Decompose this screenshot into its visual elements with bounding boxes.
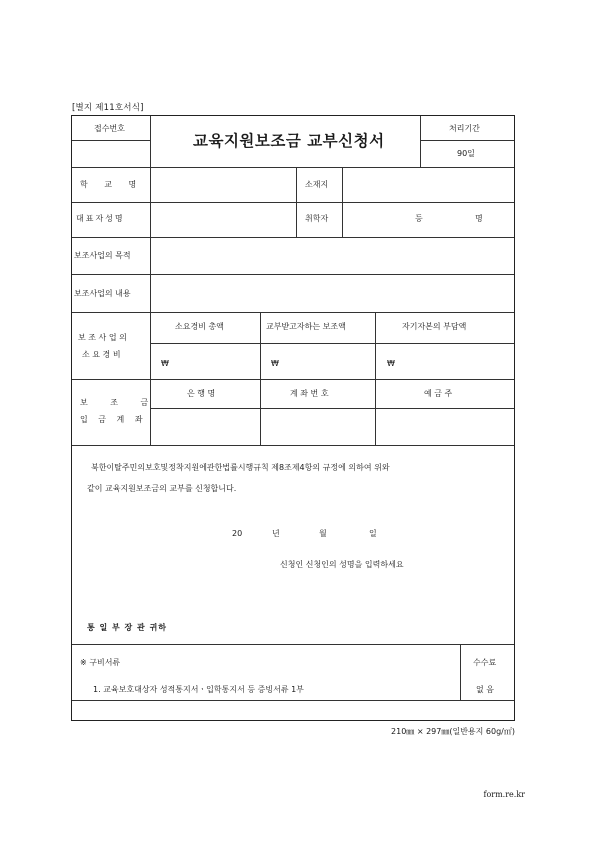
account-number-header: 계 좌 번 호	[290, 389, 329, 398]
paper-size-note: 210㎜ × 297㎜(일반용지 60g/㎡)	[391, 727, 515, 736]
enrollment-unit-grade: 등	[415, 214, 423, 223]
account-holder-header: 예 금 주	[424, 389, 453, 398]
processing-period-value: 90일	[457, 149, 475, 158]
bank-name-header: 은 행 명	[187, 389, 216, 398]
cost-total-header: 소요경비 총액	[175, 322, 224, 331]
date-month-unit: 월	[319, 529, 327, 538]
rule-col-cost3	[375, 312, 376, 445]
application-form	[71, 115, 515, 721]
date-year: 20	[232, 529, 243, 538]
won-sign-total: ₩	[161, 359, 169, 368]
account-label-line1: 보 조 금	[80, 398, 159, 407]
rule-docs-top	[72, 644, 514, 645]
rule-cost-mid	[150, 343, 514, 344]
required-documents-header: ※ 구비서류	[80, 658, 121, 667]
fee-value: 없 음	[476, 685, 494, 694]
rule-row1	[72, 202, 514, 203]
rule-col-mid2	[342, 167, 343, 237]
won-sign-subsidy: ₩	[271, 359, 279, 368]
rule-col-cost2	[260, 312, 261, 445]
representative-name-label: 대표자성명	[76, 214, 125, 223]
fee-label: 수수료	[473, 658, 497, 667]
cost-label-line1: 보 조 사 업 의	[78, 333, 127, 342]
rule-row2	[72, 237, 514, 238]
site-watermark: form.re.kr	[483, 790, 525, 799]
rule-row5	[72, 379, 514, 380]
rule-row3	[72, 274, 514, 275]
processing-period-label: 처리기간	[449, 124, 480, 133]
rule-row6	[72, 445, 514, 446]
school-name-label: 학 교 명	[80, 180, 144, 189]
content-label: 보조사업의 내용	[74, 289, 131, 298]
statement-line2: 같이 교육지원보조금의 교부를 신청합니다.	[87, 484, 237, 493]
rule-row4	[72, 312, 514, 313]
cost-subsidy-header: 교부받고자하는 보조액	[266, 322, 346, 331]
rule-receipt	[72, 140, 150, 141]
applicant-name-field[interactable]: 신청인 신청인의 성명을 입력하세요	[280, 560, 404, 569]
rule-docs-bottom	[72, 700, 514, 701]
required-document-item: 1. 교육보호대상자 성적통지서ㆍ입학통지서 등 증빙서류 1부	[93, 685, 304, 694]
cost-label-line2: 소 요 경 비	[82, 350, 121, 359]
rule-account-mid	[150, 408, 514, 409]
form-title: 교육지원보조금 교부신청서	[193, 132, 385, 150]
won-sign-own: ₩	[387, 359, 395, 368]
enrollment-unit-person: 명	[475, 214, 483, 223]
enrollment-label: 취학자	[305, 214, 329, 223]
rule-col-fee	[460, 644, 461, 700]
rule-col-mid1	[296, 167, 297, 237]
form-number: [별지 제11호서식]	[72, 103, 144, 113]
location-label: 소재지	[305, 180, 329, 189]
rule-processing	[420, 140, 514, 141]
date-day-unit: 일	[369, 529, 377, 538]
statement-line1: 북한이탈주민의보호및정착지원에관한법률시행규칙 제8조제4항의 규정에 의하여 위와	[91, 463, 390, 472]
account-label-line2: 입 금 계 좌	[80, 415, 147, 424]
cost-own-header: 자기자본의 부담액	[402, 322, 467, 331]
addressee: 통 일 부 장 관 귀하	[87, 623, 168, 632]
rule-header-bottom	[72, 167, 514, 168]
rule-col-left	[150, 116, 151, 445]
purpose-label: 보조사업의 목적	[74, 251, 131, 260]
rule-col-processing	[420, 116, 421, 167]
receipt-no-label: 접수번호	[94, 124, 125, 133]
date-year-unit: 년	[272, 529, 280, 538]
